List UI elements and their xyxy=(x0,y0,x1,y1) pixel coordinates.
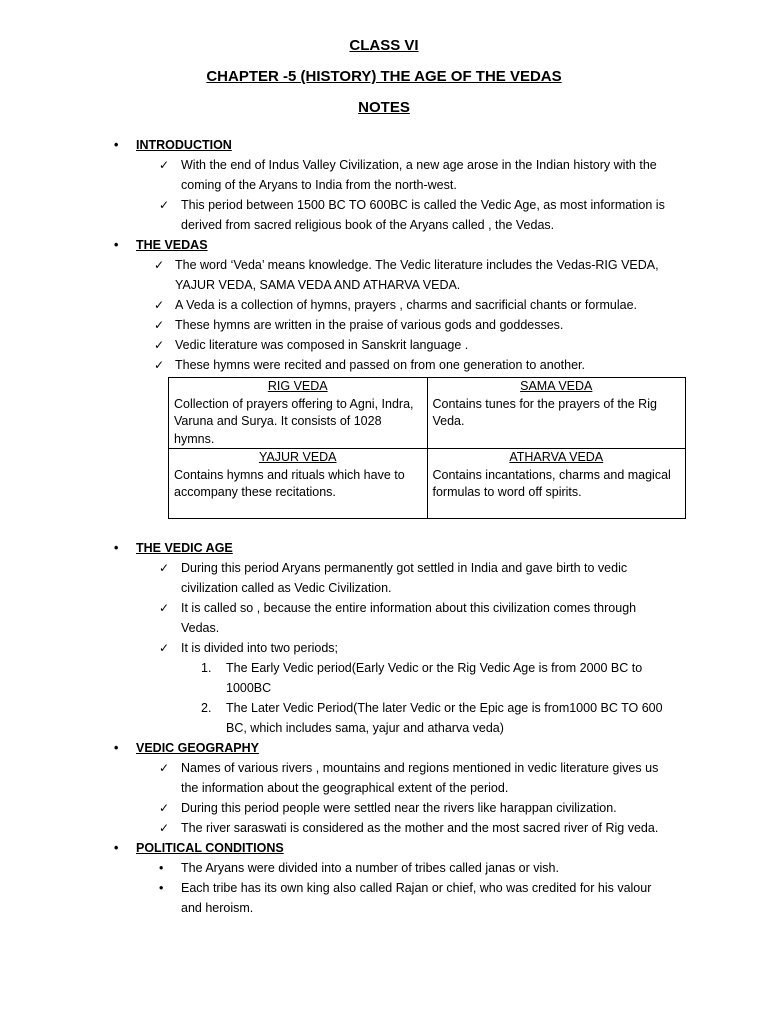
document-title-block xyxy=(0,36,768,129)
list-item xyxy=(0,858,768,878)
list-item-text: This period between 1500 BC TO 600BC is called the Vedic Age, as most information is derived from sacred religious book of the Aryans called , the Vedas. xyxy=(181,198,665,232)
numbered-item-text: The Later Vedic Period(The later Vedic or the Epic age is from1000 BC TO 600 BC, which includes sama, yajur and atharva veda) xyxy=(226,701,663,735)
class-title: CLASS VI xyxy=(349,37,419,54)
numbered-item-text: The Early Vedic period(Early Vedic or the Rig Vedic Age is from 2000 BC to 1000BC xyxy=(226,661,643,695)
list-item-text: During this period people were settled near the rivers like harappan civilization. xyxy=(181,801,617,815)
table-row xyxy=(169,378,686,449)
table-cell-atharva-veda xyxy=(427,449,686,519)
list-item-text: It is called so , because the entire information about this civilization comes through Vedas. xyxy=(181,601,637,635)
vedas-table xyxy=(168,377,686,519)
list-item xyxy=(0,255,768,295)
yajur-veda-title: YAJUR VEDA xyxy=(258,450,337,464)
list-item xyxy=(0,758,768,798)
table-row xyxy=(169,449,686,519)
list-item-text: Each tribe has its own king also called Rajan or chief, who was credited for his valour and heroism. xyxy=(181,881,652,915)
item-number: 2. xyxy=(201,701,212,715)
yajur-veda-text: Contains hymns and rituals which have to accompany these recitations. xyxy=(174,467,405,499)
section-heading-vedic-age: • THE VEDIC AGE xyxy=(0,538,768,558)
notes-title: NOTES xyxy=(358,99,410,116)
list-item xyxy=(0,355,768,375)
rig-veda-title: RIG VEDA xyxy=(267,379,328,393)
section-heading-political-conditions: • POLITICAL CONDITIONS xyxy=(0,838,768,858)
check-mark-icon: ✓ xyxy=(159,641,170,655)
numbered-item xyxy=(0,658,768,698)
bullet-icon: • xyxy=(159,881,164,895)
check-mark-icon: ✓ xyxy=(159,821,170,835)
list-item-text: During this period Aryans permanently got settled in India and gave birth to vedic civilization called as Vedic Civilization. xyxy=(181,561,628,595)
check-mark-icon: ✓ xyxy=(159,761,170,775)
list-item-text: It is divided into two periods; xyxy=(181,641,339,655)
check-mark-icon: ✓ xyxy=(154,298,165,312)
list-item xyxy=(0,878,768,918)
section-heading-vedic-geography: • VEDIC GEOGRAPHY xyxy=(0,738,768,758)
list-item xyxy=(0,195,768,235)
sama-veda-title: SAMA VEDA xyxy=(520,379,593,393)
check-mark-icon: ✓ xyxy=(154,258,165,272)
list-item-text: With the end of Indus Valley Civilization, a new age arose in the Indian history with the coming of the Aryans to India from the north-west. xyxy=(181,158,657,192)
atharva-veda-title: ATHARVA VEDA xyxy=(509,450,604,464)
list-item-text: These hymns are written in the praise of various gods and goddesses. xyxy=(175,318,564,332)
list-item xyxy=(0,295,768,315)
section-heading-introduction: • INTRODUCTION xyxy=(0,135,768,155)
list-item xyxy=(0,638,768,658)
numbered-item xyxy=(0,698,768,738)
check-mark-icon: ✓ xyxy=(154,318,165,332)
list-item-text: The word ‘Veda’ means knowledge. The Vedic literature includes the Vedas-RIG VEDA, YAJUR VEDA, SAMA VEDA AND ATHARVA VEDA. xyxy=(175,258,659,292)
list-item xyxy=(0,335,768,355)
table-cell-yajur-veda xyxy=(169,449,428,519)
table-cell-rig-veda xyxy=(169,378,428,449)
check-mark-icon: ✓ xyxy=(159,198,170,212)
check-mark-icon: ✓ xyxy=(159,561,170,575)
check-mark-icon: ✓ xyxy=(154,338,165,352)
rig-veda-text: Collection of prayers offering to Agni, Indra, Varuna and Surya. It consists of 1028 hymns. xyxy=(174,396,414,446)
list-item xyxy=(0,558,768,598)
sama-veda-text: Contains tunes for the prayers of the Rig Veda. xyxy=(432,396,657,428)
list-item xyxy=(0,798,768,818)
list-item xyxy=(0,598,768,638)
bullet-icon: • xyxy=(159,861,164,875)
list-item xyxy=(0,315,768,335)
chapter-title: CHAPTER -5 (HISTORY) THE AGE OF THE VEDAS xyxy=(206,68,562,85)
item-number: 1. xyxy=(201,661,212,675)
list-item xyxy=(0,818,768,838)
list-item-text: A Veda is a collection of hymns, prayers , charms and sacrificial chants or formulae. xyxy=(175,298,638,312)
list-item-text: The Aryans were divided into a number of tribes called janas or vish. xyxy=(181,861,559,875)
check-mark-icon: ✓ xyxy=(159,158,170,172)
list-item xyxy=(0,155,768,195)
atharva-veda-text: Contains incantations, charms and magical formulas to word off spirits. xyxy=(432,467,671,499)
list-item-text: Vedic literature was composed in Sanskrit language . xyxy=(175,338,469,352)
list-item-text: The river saraswati is considered as the mother and the most sacred river of Rig veda. xyxy=(181,821,659,835)
list-item-text: These hymns were recited and passed on from one generation to another. xyxy=(175,358,585,372)
list-item-text: Names of various rivers , mountains and regions mentioned in vedic literature gives us the information about the geographical extent of the period. xyxy=(181,761,659,795)
notes-content xyxy=(0,135,768,918)
check-mark-icon: ✓ xyxy=(159,801,170,815)
check-mark-icon: ✓ xyxy=(154,358,165,372)
check-mark-icon: ✓ xyxy=(159,601,170,615)
table-cell-sama-veda xyxy=(427,378,686,449)
section-heading-vedas: • THE VEDAS xyxy=(0,235,768,255)
